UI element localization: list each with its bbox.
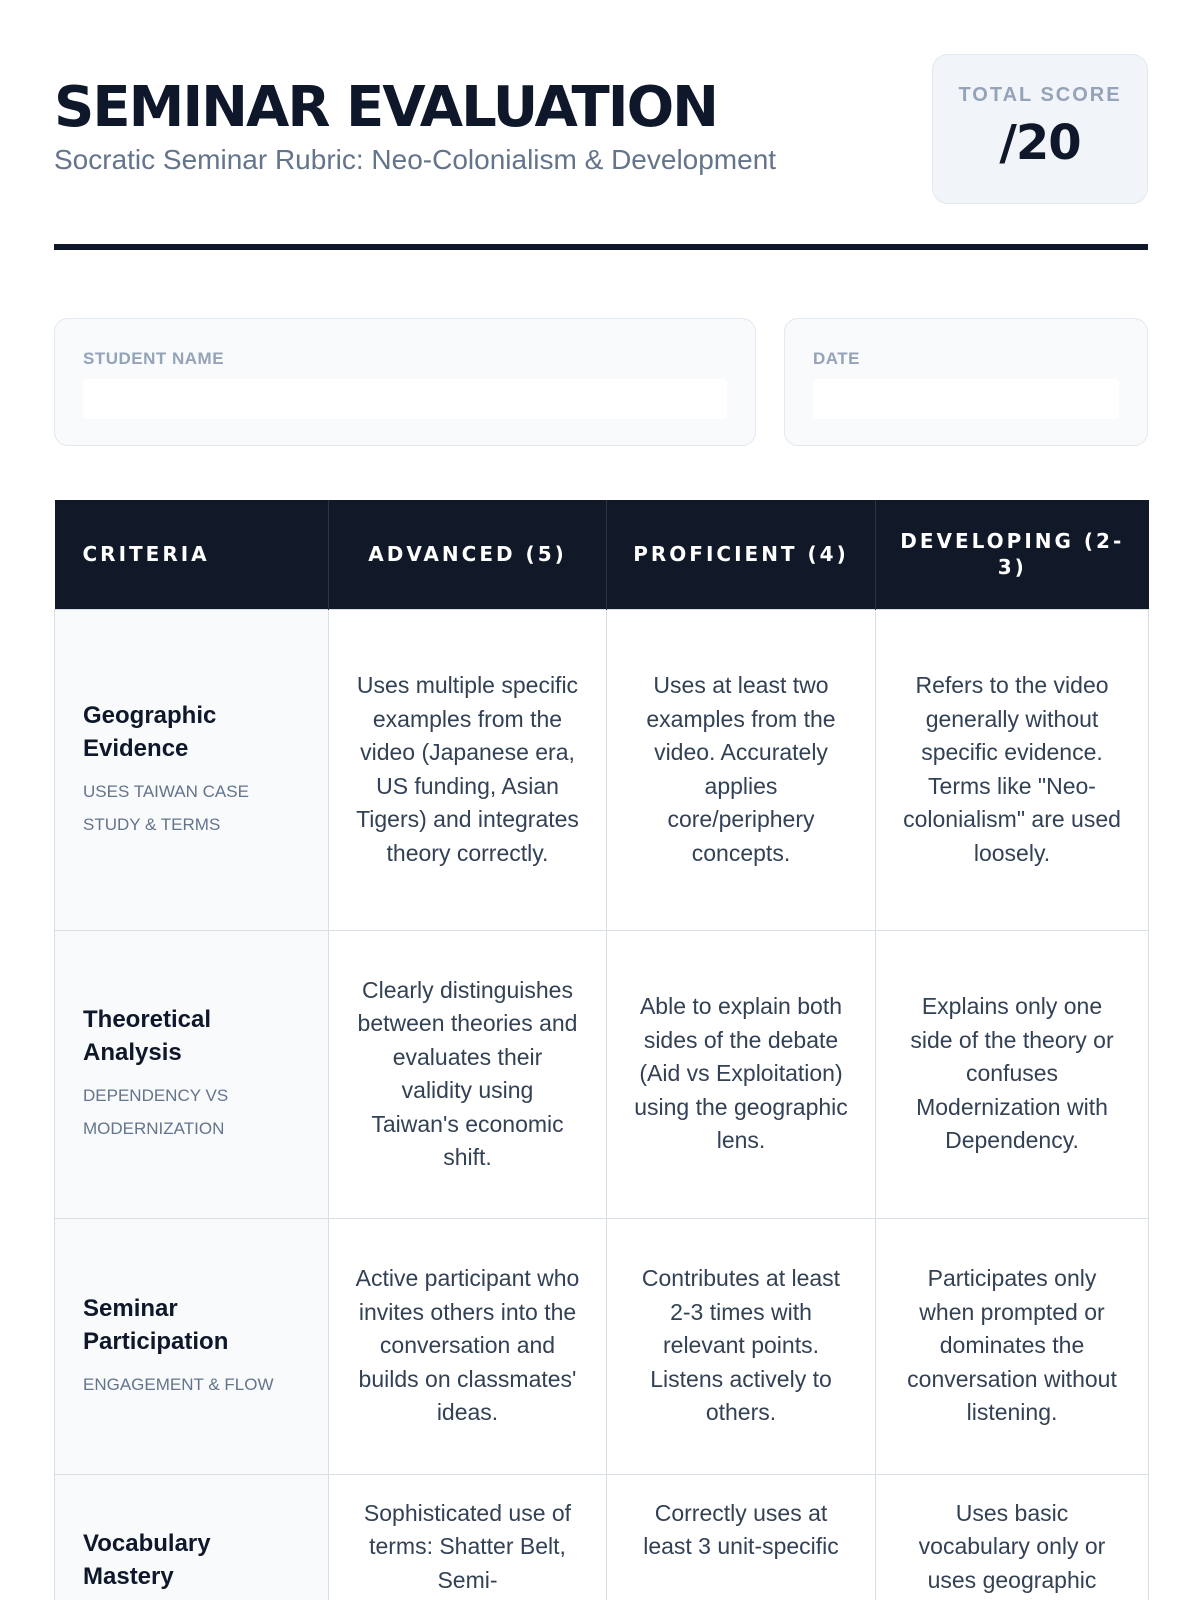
criteria-subtitle: DEPENDENCY VS MODERNIZATION — [83, 1086, 229, 1138]
advanced-cell: Clearly distinguishes between theories and evaluates their validity using Taiwan's economic shift. — [329, 930, 607, 1218]
page-header — [54, 54, 1148, 204]
table-row — [55, 1218, 1149, 1474]
criteria-cell — [55, 609, 329, 930]
proficient-cell: Correctly uses at least 3 unit-specific — [607, 1474, 876, 1600]
advanced-cell: Active participant who invites others into the conversation and builds on classmates' ideas. — [329, 1218, 607, 1474]
criteria-title: Theoretical Analysis — [83, 1006, 212, 1066]
proficient-cell: Contributes at least 2-3 times with relevant points. Listens actively to others. — [607, 1218, 876, 1474]
page-subtitle: Socratic Seminar Rubric: Neo-Colonialism & Development — [54, 144, 777, 175]
criteria-cell — [55, 930, 329, 1218]
header-divider — [54, 244, 1148, 250]
table-row — [55, 1474, 1149, 1600]
rubric-header-row — [55, 500, 1149, 609]
total-score-box — [932, 54, 1148, 204]
developing-cell: Explains only one side of the theory or confuses Modernization with Dependency. — [876, 930, 1149, 1218]
criteria-title: Vocabulary Mastery — [83, 1529, 211, 1590]
rubric-table — [54, 500, 1149, 1600]
date-label: DATE — [813, 349, 861, 368]
criteria-title: Seminar Participation — [83, 1294, 229, 1355]
criteria-subtitle: ENGAGEMENT & FLOW — [83, 1374, 274, 1394]
proficient-cell: Uses at least two examples from the video. Accurately applies core/periphery concepts. — [607, 609, 876, 930]
date-input[interactable] — [813, 379, 1119, 419]
advanced-cell: Sophisticated use of terms: Shatter Belt, Semi- — [329, 1474, 607, 1600]
header-proficient: PROFICIENT (4) — [607, 500, 876, 609]
student-name-input[interactable] — [83, 379, 727, 419]
total-score-value: /20 — [999, 115, 1081, 171]
advanced-cell: Uses multiple specific examples from the video (Japanese era, US funding, Asian Tigers) and integrates theory correctly. — [329, 609, 607, 930]
header-developing: DEVELOPING (2-3) — [876, 500, 1149, 609]
student-name-label: STUDENT NAME — [83, 349, 225, 368]
page-title: SEMINAR EVALUATION — [54, 75, 718, 140]
table-row — [55, 609, 1149, 930]
criteria-cell — [55, 1474, 329, 1600]
header-criteria: CRITERIA — [55, 500, 329, 609]
developing-cell: Refers to the video generally without specific evidence. Terms like "Neo-colonialism" are used loosely. — [876, 609, 1149, 930]
criteria-title: Geographic Evidence — [83, 701, 217, 762]
total-score-label: TOTAL SCORE — [958, 84, 1122, 106]
student-name-box — [54, 318, 756, 446]
table-row — [55, 930, 1149, 1218]
date-box — [784, 318, 1148, 446]
criteria-subtitle: USES TAIWAN CASE STUDY & TERMS — [83, 781, 249, 834]
proficient-cell: Able to explain both sides of the debate (Aid vs Exploitation) using the geographic lens. — [607, 930, 876, 1218]
developing-cell: Participates only when prompted or dominates the conversation without listening. — [876, 1218, 1149, 1474]
header-advanced: ADVANCED (5) — [329, 500, 607, 609]
developing-cell: Uses basic vocabulary only or uses geographic — [876, 1474, 1149, 1600]
criteria-cell — [55, 1218, 329, 1474]
